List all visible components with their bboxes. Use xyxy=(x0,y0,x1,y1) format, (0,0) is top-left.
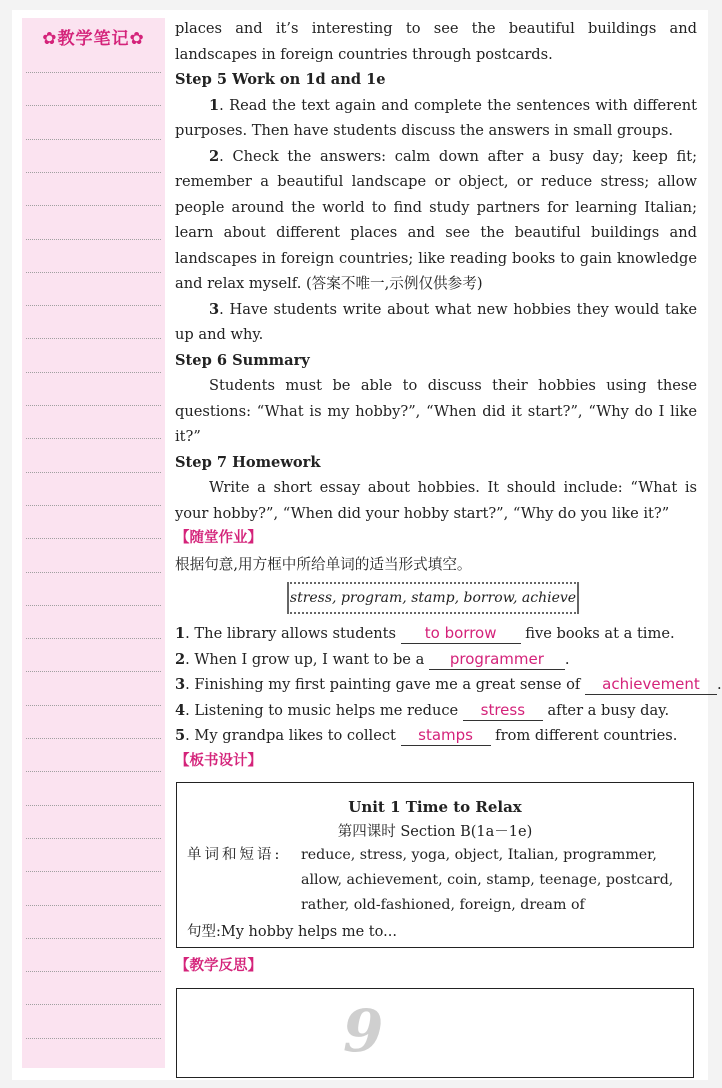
main-content xyxy=(175,16,722,1078)
reflection-heading: 【教学反思】 xyxy=(175,958,262,974)
note-line xyxy=(26,538,161,539)
note-line xyxy=(26,738,161,739)
exercise-number: 5 xyxy=(175,727,186,744)
step6-text: Students must be able to discuss their hobbies using these questions: “What is my hobby?”, “When did it start?”, “Why do I like it?” xyxy=(175,377,697,445)
exercise-text: . Finishing my first painting gave me a great sense of xyxy=(185,676,585,693)
note-line xyxy=(26,438,161,439)
word-box-area xyxy=(175,577,697,621)
exercise-text: from different countries. xyxy=(490,727,678,744)
note-line xyxy=(26,105,161,106)
note-line xyxy=(26,72,161,73)
note-line xyxy=(26,472,161,473)
item-text: . Read the text again and complete the sentences with different purposes. Then have students discuss the answers in small groups. xyxy=(175,96,697,139)
exercise-number: 2 xyxy=(175,650,186,668)
answer-blank[interactable]: achievement xyxy=(585,674,717,695)
note-line xyxy=(26,572,161,573)
board-vocab-list: reduce, stress, yoga, object, Italian, programmer, allow, achievement, coin, stamp, teenage, postcard, rather, old-fashioned, foreign, dream of xyxy=(301,847,674,913)
note-line xyxy=(26,1004,161,1005)
note-line xyxy=(26,305,161,306)
board-heading: 【板书设计】 xyxy=(175,752,262,769)
classwork-heading: 【随堂作业】 xyxy=(175,530,262,546)
page-number: 9 xyxy=(343,996,384,1065)
answer-blank[interactable]: programmer xyxy=(429,649,565,670)
exercise-text: . The library allows students xyxy=(185,625,401,642)
note-line xyxy=(26,405,161,406)
word-box: stress, program, stamp, borrow, achieve xyxy=(287,582,579,614)
step5-item-3 xyxy=(175,297,697,348)
note-line xyxy=(26,905,161,906)
exercise-item xyxy=(175,723,697,749)
exercise-text: . xyxy=(564,650,570,668)
note-line xyxy=(26,338,161,339)
note-line xyxy=(26,705,161,706)
note-line xyxy=(26,372,161,373)
note-line xyxy=(26,938,161,939)
exercise-text: . Listening to music helps me reduce xyxy=(185,701,463,719)
note-line xyxy=(26,205,161,206)
board-design-box xyxy=(176,782,694,948)
note-line xyxy=(26,771,161,772)
reflection-box[interactable] xyxy=(176,988,694,1078)
notes-sidebar xyxy=(22,18,165,1068)
item-number: 2 xyxy=(209,147,220,165)
note-line xyxy=(26,239,161,240)
answer-blank[interactable]: stamps xyxy=(401,725,491,746)
exercise-text: five books at a time. xyxy=(520,625,675,642)
sidebar-title: ✿教学笔记✿ xyxy=(42,29,145,49)
exercise-text: . When I grow up, I want to be a xyxy=(185,650,429,668)
exercise-item xyxy=(175,621,697,647)
exercise-text: . xyxy=(716,676,722,693)
step5-item-1 xyxy=(175,93,697,144)
step5-title: Step 5 Work on 1d and 1e xyxy=(175,71,386,88)
step7-title: Step 7 Homework xyxy=(175,453,321,471)
exercise-number: 1 xyxy=(175,625,186,642)
note-line xyxy=(26,139,161,140)
note-line xyxy=(26,638,161,639)
classwork-instruction: 根据句意,用方框中所给单词的适当形式填空。 xyxy=(175,555,472,573)
note-lines xyxy=(26,72,161,1062)
answer-blank[interactable]: stress xyxy=(463,700,543,721)
step5-continuation: places and it’s interesting to see the beautiful buildings and landscapes in foreign countries through postcards. xyxy=(175,20,697,63)
step6-title: Step 6 Summary xyxy=(175,351,310,369)
note-line xyxy=(26,838,161,839)
exercise-text: . My grandpa likes to collect xyxy=(185,727,401,744)
board-vocab-label: 单词和短语: xyxy=(187,847,283,863)
item-number: 1 xyxy=(209,96,220,114)
board-lesson: 第四课时 Section B(1a－1e) xyxy=(337,824,533,840)
exercise-list xyxy=(175,621,722,749)
note-line xyxy=(26,272,161,273)
exercise-number: 4 xyxy=(175,701,186,719)
note-line xyxy=(26,971,161,972)
note-line xyxy=(26,505,161,506)
item-number: 3 xyxy=(209,300,220,318)
page xyxy=(12,10,722,1080)
note-line xyxy=(26,1038,161,1039)
exercise-number: 3 xyxy=(175,676,186,693)
note-line xyxy=(26,671,161,672)
answer-blank[interactable]: to borrow xyxy=(401,623,521,644)
board-sentence-pattern: 句型:My hobby helps me to... xyxy=(187,924,397,940)
note-line xyxy=(26,605,161,606)
note-line xyxy=(26,172,161,173)
exercise-item xyxy=(175,672,722,698)
step5-item-2 xyxy=(175,144,697,297)
item-text: . Have students write about what new hobbies they would take up and why. xyxy=(175,300,697,343)
note-line xyxy=(26,871,161,872)
note-line xyxy=(26,805,161,806)
step7-text: Write a short essay about hobbies. It should include: “What is your hobby?”, “When did your hobby start?”, “Why do you like it?” xyxy=(175,479,697,522)
exercise-text: after a busy day. xyxy=(542,701,670,719)
item-text: . Check the answers: calm down after a busy day; keep fit; remember a beautiful landscape or object, or reduce stress; allow people around the world to find study partners for learning Italian; learn about different places and see the beautiful buildings and landscapes in foreign countries; like reading books to gain knowledge and relax myself. (答案不唯一,示例仅供参考) xyxy=(175,147,697,292)
exercise-item xyxy=(175,647,697,673)
board-unit-title: Unit 1 Time to Relax xyxy=(348,798,522,816)
exercise-item xyxy=(175,698,697,724)
